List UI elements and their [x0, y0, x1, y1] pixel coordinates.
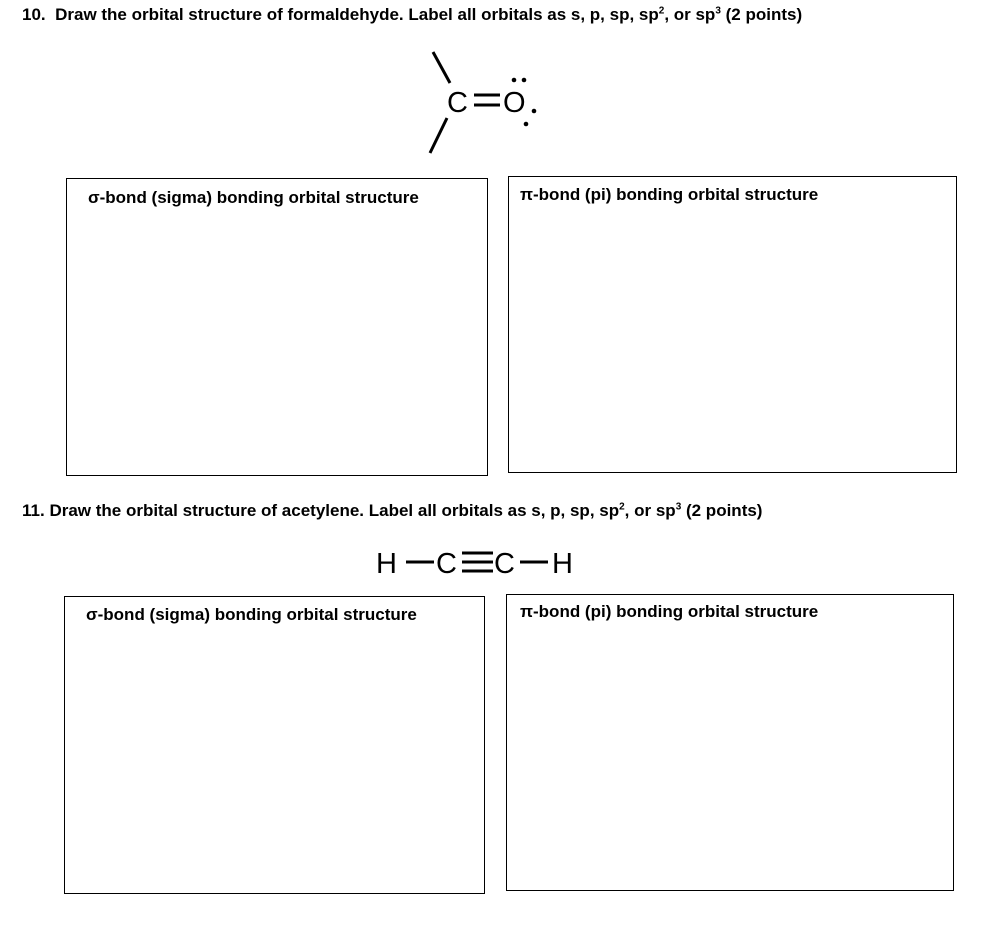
q11-sigma-label: σ-bond (sigma) bonding orbital structure [86, 605, 417, 624]
superscript-3: 3 [675, 501, 682, 513]
lone-pair-dot [512, 78, 517, 83]
question-11-points: (2 points) [681, 501, 763, 520]
q11-pi-label: π-bond (pi) bonding orbital structure [520, 602, 819, 621]
question-11-number: 11. [22, 501, 45, 520]
question-10-number: 10. [22, 5, 46, 24]
q11-pi-answer-box[interactable] [506, 594, 954, 891]
bond-lower-left [430, 118, 447, 153]
q11-sigma-answer-box[interactable] [64, 596, 485, 894]
question-10-points: (2 points) [720, 5, 803, 24]
superscript-3: 3 [715, 5, 721, 17]
question-11-prompt [22, 501, 762, 521]
q10-sigma-label: σ-bond (sigma) bonding orbital structure [88, 188, 419, 207]
q10-pi-answer-box[interactable] [508, 176, 957, 473]
lone-pair-dot [524, 122, 529, 127]
superscript-2: 2 [619, 501, 625, 513]
question-11-text-mid: , or sp [624, 501, 676, 520]
atom-oxygen: O [503, 87, 526, 119]
q10-pi-label: π-bond (pi) bonding orbital structure [520, 185, 819, 204]
question-10-text-mid: , or sp [664, 5, 716, 24]
atom-carbon-left: C [436, 548, 457, 580]
superscript-2: 2 [658, 5, 665, 17]
formaldehyde-svg [400, 45, 560, 160]
atom-carbon: C [447, 87, 468, 119]
bond-upper-left [433, 52, 450, 83]
q10-sigma-answer-box[interactable] [66, 178, 488, 476]
lone-pair-dot [532, 109, 537, 114]
acetylene-structure [370, 540, 590, 584]
question-10-text: Draw the orbital structure of formaldehyde. Label all orbitals as s, p, sp, sp [55, 5, 659, 24]
atom-hydrogen-left: H [376, 548, 397, 580]
question-10-prompt [22, 5, 802, 25]
question-11-text: Draw the orbital structure of acetylene. Label all orbitals as s, p, sp, sp [49, 501, 620, 520]
lone-pair-dot [522, 78, 527, 83]
formaldehyde-structure [400, 45, 560, 160]
acetylene-svg [370, 540, 590, 584]
atom-hydrogen-right: H [552, 548, 573, 580]
atom-carbon-right: C [494, 548, 515, 580]
